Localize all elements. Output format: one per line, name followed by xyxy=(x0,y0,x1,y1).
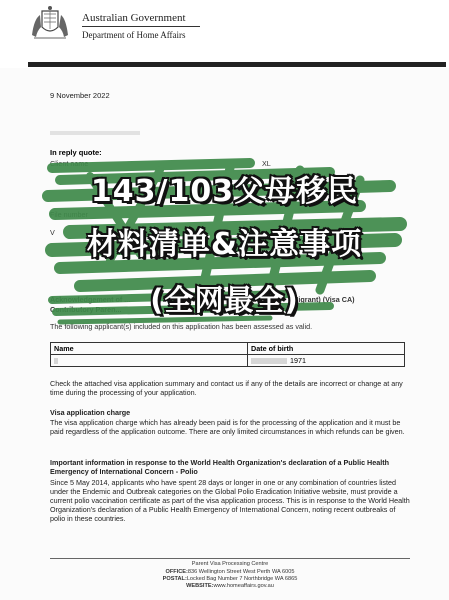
footer-website: WEBSITE:www.homeaffairs.gov.au xyxy=(186,583,274,589)
header-divider xyxy=(82,26,200,27)
table-row xyxy=(51,355,405,367)
visa-charge-body: The visa application charge which has already been paid is for the processing of the application and it must be paid regardless of the application outcome. There are only limited circumstances in which refunds can be given. xyxy=(50,418,405,436)
footer-office: OFFICE:836 Wellington Street West Perth WA 6005 xyxy=(165,569,295,575)
polio-body: Since 5 May 2014, applicants who have spent 28 days or longer in one or any combination of countries listed under the Endemic and Outbreak categories on the Global Polio Eradication Initiative website, must provide a current polio vaccination certificate as part of the visa application process. This is in response to the World Health Organization's declaration of a Public Health Emergency of International Concern, noting recent outbreaks of polio in these countries. xyxy=(50,478,410,523)
overlay-title-line-1: 143/103父母移民 xyxy=(90,174,359,209)
letter-date: 9 November 2022 xyxy=(50,91,110,100)
government-title: Australian Government xyxy=(82,12,186,24)
overlay-title-line-3: (全网最全) xyxy=(150,283,299,317)
coat-of-arms-icon xyxy=(28,5,72,41)
valid-applicants-line: The following applicant(s) included on this application has been assessed as valid. xyxy=(50,322,313,331)
acknowledgement-right: (Migrant) (Visa CA) xyxy=(290,295,355,304)
acknowledgement-line: Acknowledgement of ... xyxy=(50,295,131,304)
header-bar xyxy=(28,62,446,67)
overlay-title-line-2: 材料清单&注意事项 xyxy=(86,227,363,262)
letterhead xyxy=(0,0,449,68)
applicant-dob-year: 1971 xyxy=(290,356,306,365)
file-number-label: File number xyxy=(50,210,88,219)
applicant-dob-cell xyxy=(248,355,405,367)
applicants-table xyxy=(50,342,405,367)
department-title: Department of Home Affairs xyxy=(82,30,186,40)
footer-postal: POSTAL:Locked Bag Number 7 Northbridge WA 6865 xyxy=(162,576,298,582)
table-header-name: Name xyxy=(51,343,248,355)
contributory-line: Contributory Paren... xyxy=(50,305,122,314)
footer-divider xyxy=(50,558,410,559)
client-name-value: XL xyxy=(262,159,271,168)
table-header-dob: Date of birth xyxy=(248,343,405,355)
applicant-name-cell xyxy=(51,355,248,367)
reply-quote-label: In reply quote: xyxy=(50,148,102,157)
check-summary-text: Check the attached visa application summary and contact us if any of the details are incorrect or change at any time during the processing of your application. xyxy=(50,379,403,397)
visa-charge-heading: Visa application charge xyxy=(50,408,131,417)
faded-text xyxy=(50,131,140,135)
visa-label: V xyxy=(50,228,55,237)
footer-centre: Parent Visa Processing Centre xyxy=(191,561,269,567)
client-name-label: Client name xyxy=(50,159,89,168)
polio-heading: Important information in response to the World Health Organization's declaration of a Public Health Emergency of International Concern - Polio xyxy=(50,458,390,476)
